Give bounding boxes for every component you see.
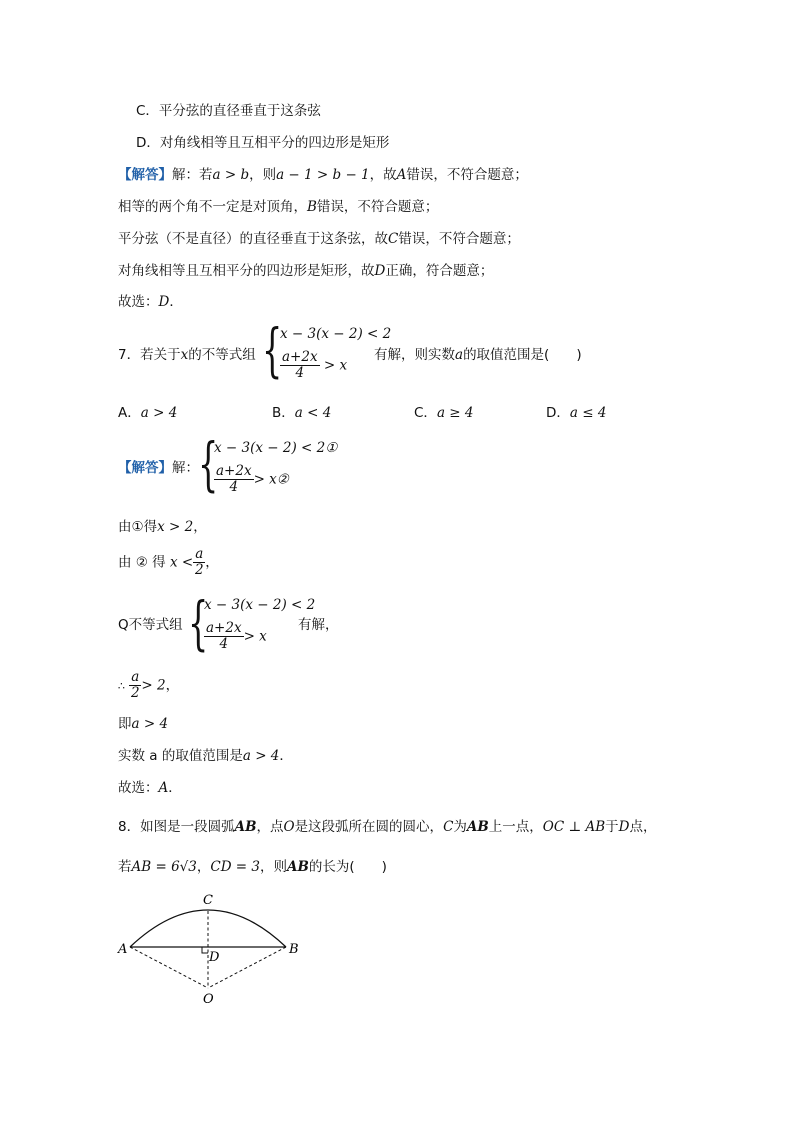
fraction <box>204 621 244 652</box>
text: 的取值范围是( ) <box>463 347 582 363</box>
text: ， <box>196 859 211 875</box>
q7-option-c <box>414 404 473 422</box>
q7-step2 <box>118 547 219 578</box>
q7-answer-head <box>118 459 199 477</box>
math: a ≤ 4 <box>569 405 607 421</box>
text: 由①得 <box>118 519 158 535</box>
text: 点， <box>629 819 657 835</box>
math: C <box>443 819 454 835</box>
denominator: 2 <box>194 562 204 578</box>
math: CD = 3 <box>210 859 260 875</box>
text: 错误，不符合题意； <box>406 167 528 183</box>
text: 故选： <box>118 780 159 796</box>
q8-stem-line1 <box>118 818 656 836</box>
label: D． <box>546 405 570 421</box>
math: a <box>455 347 464 363</box>
text: ，则 <box>260 859 287 875</box>
q6-choose <box>118 293 183 311</box>
q7-ie <box>118 715 168 733</box>
q7-option-a <box>118 404 177 422</box>
text: 对角线相等且互相平分的四边形是矩形，故 <box>118 263 375 279</box>
q7-option-b <box>272 404 331 422</box>
math: a > 4 <box>131 716 169 732</box>
q6-answer-line3 <box>118 230 520 248</box>
text: 若 <box>118 859 132 875</box>
label: B． <box>272 405 295 421</box>
text: Q不等式组 <box>118 617 183 633</box>
math: x > 2 <box>157 519 194 535</box>
math: A <box>158 780 169 796</box>
fraction <box>193 547 205 578</box>
q7-stem-right <box>374 346 582 364</box>
q7-answer-eq2 <box>214 464 289 495</box>
text: 故选： <box>118 294 159 310</box>
text: ， <box>165 677 180 694</box>
q7-answer-eq1: x − 3(x − 2) < 2① <box>214 440 338 456</box>
q7-system-eq2 <box>280 350 347 381</box>
denominator: 4 <box>295 365 305 381</box>
text: 为 <box>453 819 467 835</box>
segment-ob <box>208 947 286 988</box>
math: a − 1 > b − 1 <box>276 167 370 183</box>
math: a ≥ 4 <box>436 405 474 421</box>
math: OC ⊥ AB <box>542 819 606 835</box>
right-angle-mark <box>202 947 208 953</box>
text: ，则 <box>249 167 277 183</box>
q7-choose <box>118 779 182 797</box>
q7-because-tail: 有解， <box>298 617 339 633</box>
text: 正确，符合题意； <box>385 263 494 279</box>
answer-tag: 【解答】 <box>118 460 172 476</box>
label-c: C <box>203 893 213 908</box>
q7-because <box>118 616 183 634</box>
numerator: a+2x <box>206 620 242 636</box>
text: 解： <box>172 460 199 476</box>
numerator: a+2x <box>282 349 318 365</box>
math: a > b <box>212 167 250 183</box>
text: 的长为( ) <box>308 859 387 875</box>
text: ． <box>279 748 293 764</box>
math: O <box>283 819 295 835</box>
text: 的不等式组 <box>188 347 256 363</box>
math: a < 4 <box>294 405 332 421</box>
math: AB = 6√3 <box>131 859 197 875</box>
label-o: O <box>203 992 214 1007</box>
text: 错误，不符合题意； <box>316 199 439 215</box>
q7-system-eq1: x − 3(x − 2) < 2 <box>280 326 392 342</box>
arc-ab: AB <box>287 859 309 875</box>
math: D <box>158 294 170 310</box>
label-b: B <box>289 942 299 957</box>
q6-answer-line2 <box>118 198 438 216</box>
q7-option-d <box>546 404 606 422</box>
math: > x <box>323 357 348 374</box>
label-d: D <box>209 950 220 965</box>
denominator: 2 <box>131 685 140 701</box>
q8-arc-figure <box>110 885 310 1010</box>
math: B <box>307 199 317 215</box>
numerator: a+2x <box>216 463 252 479</box>
q7-because-brace: { <box>188 589 209 657</box>
math: A <box>396 167 407 183</box>
text: ， <box>193 519 207 535</box>
text: ，故 <box>369 167 397 183</box>
label: A． <box>118 405 141 421</box>
text: 即 <box>118 716 132 732</box>
q7-step1 <box>118 518 207 536</box>
numerator: a <box>131 669 140 685</box>
segment-oa <box>130 947 208 988</box>
text: 错误，不符合题意； <box>398 231 520 247</box>
therefore-symbol: ∴ <box>118 679 125 693</box>
text: 由 ② 得 <box>118 554 166 571</box>
text: 解：若 <box>172 167 213 183</box>
text: ，点 <box>256 819 284 835</box>
text: 8．如图是一段圆弧 <box>118 819 235 835</box>
text: 7．若关于 <box>118 347 181 363</box>
text: 实数 a 的取值范围是 <box>118 748 243 764</box>
q7-system-brace: { <box>262 316 283 384</box>
text: ． <box>168 780 182 796</box>
fraction <box>214 464 254 495</box>
q6-answer-line1 <box>118 166 528 184</box>
q7-therefore <box>118 670 179 701</box>
math: D <box>374 263 386 279</box>
denominator: 4 <box>219 636 229 652</box>
q6-answer-line4 <box>118 262 493 280</box>
math: > x② <box>253 471 289 488</box>
q7-because-eq2 <box>204 621 267 652</box>
fraction <box>280 350 320 381</box>
math: x < <box>169 554 194 571</box>
math: a > 4 <box>242 748 280 764</box>
math: a > 4 <box>140 405 178 421</box>
arc-ab: AB <box>234 819 257 835</box>
fraction <box>129 670 141 701</box>
text: 是这段弧所在圆的圆心， <box>294 819 444 835</box>
text: 有解，则实数 <box>374 347 455 363</box>
answer-tag: 【解答】 <box>118 167 172 183</box>
math: C <box>388 231 399 247</box>
q7-answer-brace: { <box>198 430 219 498</box>
denominator: 4 <box>229 479 239 495</box>
arc-ab: AB <box>466 819 489 835</box>
math: D <box>618 819 630 835</box>
q8-stem-line2 <box>118 858 387 876</box>
label: C． <box>414 405 437 421</box>
q6-option-d: D．对角线相等且互相平分的四边形是矩形 <box>136 135 390 151</box>
math: > x <box>243 628 267 645</box>
text: 于 <box>605 819 619 835</box>
text: 平分弦（不是直径）的直径垂直于这条弦，故 <box>118 231 388 247</box>
math: > 2 <box>141 677 166 694</box>
label-a: A <box>118 942 128 957</box>
text: 相等的两个角不一定是对顶角， <box>118 199 307 215</box>
text: 上一点， <box>488 819 543 835</box>
math: x <box>180 347 189 363</box>
text: ． <box>169 294 183 310</box>
numerator: a <box>195 546 204 562</box>
text: ， <box>205 554 219 571</box>
q7-stem-left <box>118 346 256 364</box>
q7-because-eq1: x − 3(x − 2) < 2 <box>204 597 316 613</box>
q6-option-c: C．平分弦的直径垂直于这条弦 <box>136 103 321 119</box>
q7-range <box>118 747 293 765</box>
